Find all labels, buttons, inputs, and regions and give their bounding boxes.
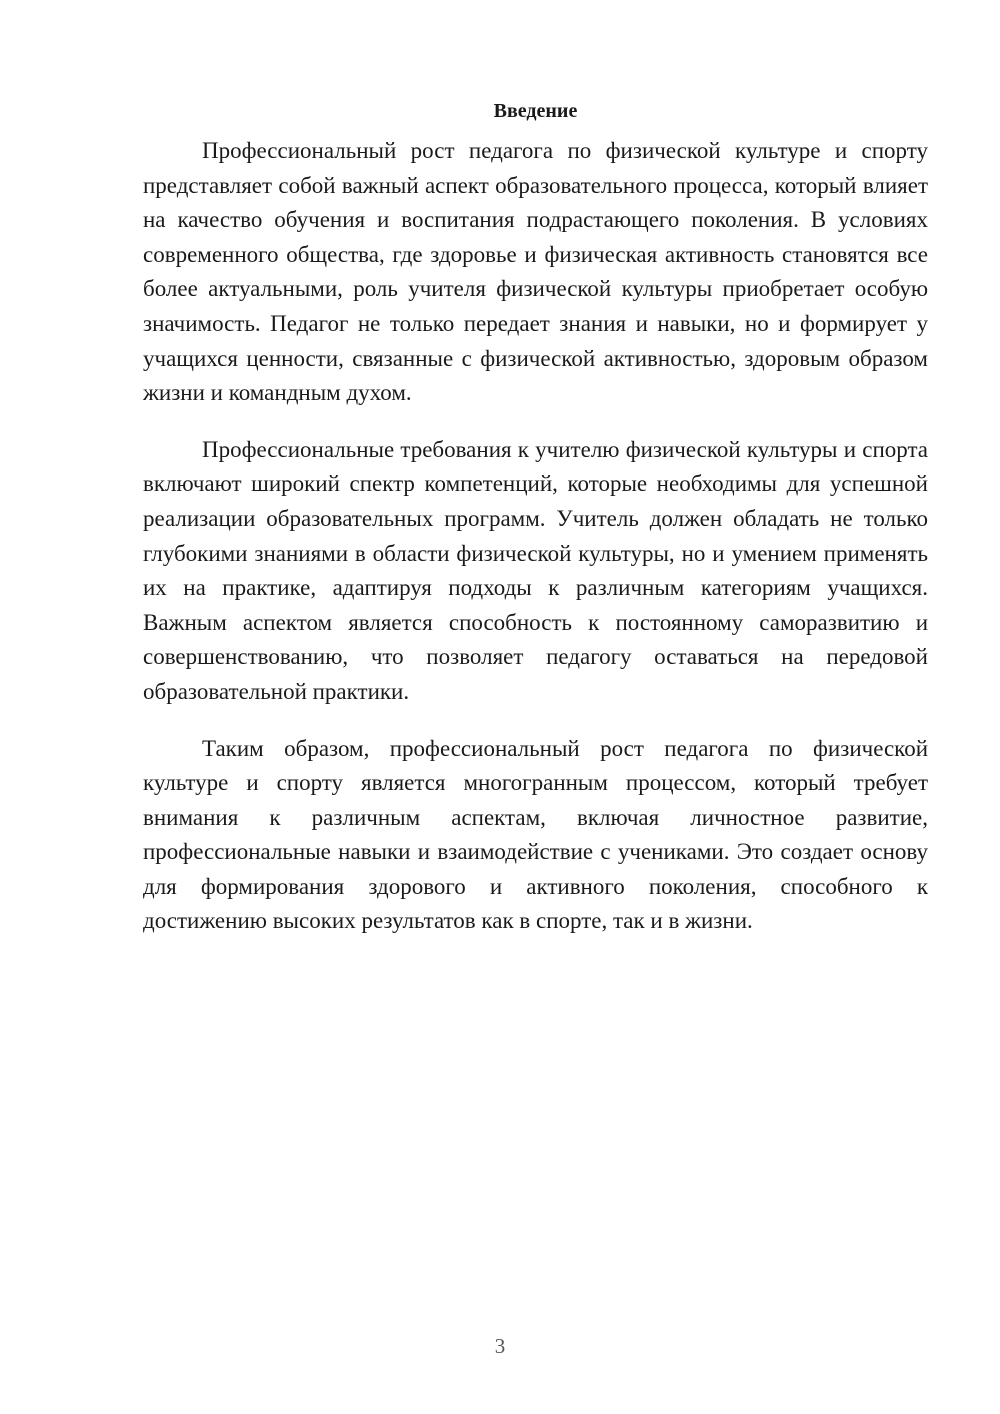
paragraph-3: Таким образом, профессиональный рост педагога по физической культуре и спорту является многогранным процессом, который требует внимания к различным аспектам, включая личностное развитие, профессиональные навыки и взаимодействие с учениками. Это создает основу для формирования здорового и активного поколения, способного к достижению высоких результатов как в спорте, так и в жизни. [143,735,928,934]
paragraph-2: Профессиональные требования к учителю физической культуры и спорта включают широкий спектр компетенций, которые необходимы для успешной реализации образовательных программ. Учитель должен обладать не только глубокими знаниями в области физической культуры, но и умением применять их на практике, адаптируя подходы к различным категориям учащихся. Важным аспектом является способность к постоянному саморазвитию и совершенствованию, что позволяет педагогу оставаться на передовой образовательной практики. [143,436,928,704]
section-title: Введение [493,100,578,122]
page-number: 3 [494,1334,506,1358]
paragraph-1: Профессиональный рост педагога по физической культуре и спорту представляет собой важный аспект образовательного процесса, который влияет на качество обучения и воспитания подрастающего поколения. В условиях современного общества, где здоровье и физическая активность становятся все более актуальными, роль учителя физической культуры приобретает особую значимость. Педагог не только передает знания и навыки, но и формирует у учащихся ценности, связанные с физической активностью, здоровым образом жизни и командным духом. [143,138,928,406]
page-content [143,96,928,961]
